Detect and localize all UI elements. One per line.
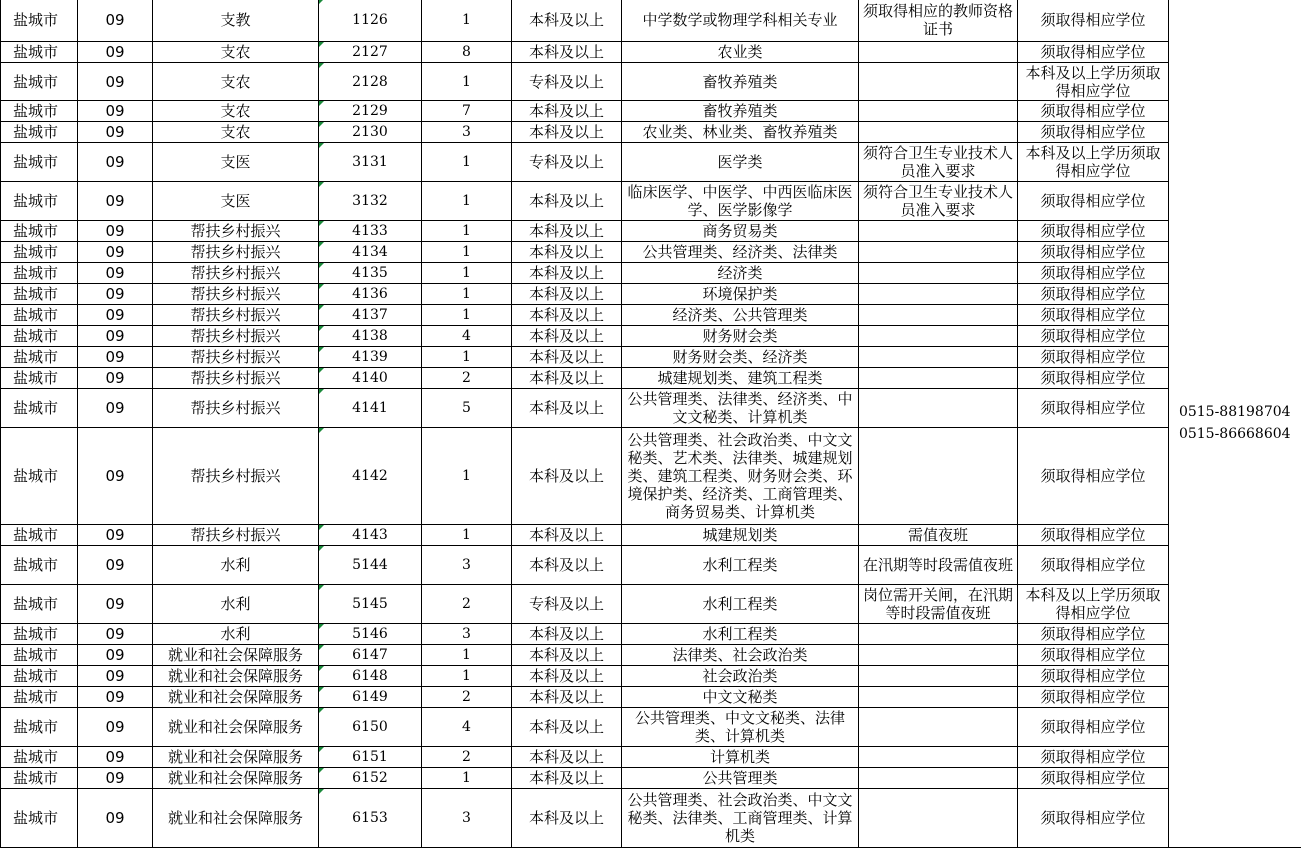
cell-major: 城建规划类、建筑工程类 [622, 368, 859, 389]
table-row [1, 546, 1301, 585]
cell-education: 本科及以上 [512, 687, 622, 708]
cell-code: 09 [78, 63, 153, 101]
cell-code: 09 [78, 122, 153, 143]
table-row [1, 708, 1301, 747]
cell-city: 盐城市 [1, 546, 78, 585]
cell-degree: 须取得相应学位 [1018, 768, 1169, 789]
cell-category: 支教 [153, 0, 319, 42]
cell-count: 3 [422, 122, 512, 143]
cell-degree: 须取得相应学位 [1018, 101, 1169, 122]
cell-city: 盐城市 [1, 747, 78, 768]
cell-education: 本科及以上 [512, 546, 622, 585]
cell-major: 公共管理类、经济类、法律类 [622, 242, 859, 263]
cell-category: 水利 [153, 546, 319, 585]
cell-post-code: 2129 [319, 101, 422, 122]
cell-education: 本科及以上 [512, 389, 622, 428]
table-row [1, 63, 1301, 101]
cell-category: 帮扶乡村振兴 [153, 242, 319, 263]
table-body [1, 0, 1301, 848]
cell-education: 本科及以上 [512, 42, 622, 63]
cell-category: 就业和社会保障服务 [153, 687, 319, 708]
table-row [1, 687, 1301, 708]
cell-city: 盐城市 [1, 708, 78, 747]
cell-post-code: 4139 [319, 347, 422, 368]
cell-degree: 须取得相应学位 [1018, 182, 1169, 221]
table-row [1, 221, 1301, 242]
cell-count: 7 [422, 101, 512, 122]
cell-major: 公共管理类、社会政治类、中文文秘类、艺术类、法律类、城建规划类、建筑工程类、财务财会类、环境保护类、经济类、工商管理类、商务贸易类、计算机类 [622, 428, 859, 525]
cell-major: 中文文秘类 [622, 687, 859, 708]
cell-major: 农业类 [622, 42, 859, 63]
cell-city: 盐城市 [1, 284, 78, 305]
table-row [1, 263, 1301, 284]
cell-code: 09 [78, 242, 153, 263]
cell-education: 本科及以上 [512, 101, 622, 122]
cell-degree: 须取得相应学位 [1018, 263, 1169, 284]
cell-education: 本科及以上 [512, 624, 622, 645]
cell-count: 1 [422, 143, 512, 182]
cell-count: 3 [422, 624, 512, 645]
cell-education: 专科及以上 [512, 63, 622, 101]
cell-city: 盐城市 [1, 122, 78, 143]
cell-degree: 须取得相应学位 [1018, 221, 1169, 242]
cell-post-code: 6150 [319, 708, 422, 747]
cell-city: 盐城市 [1, 666, 78, 687]
cell-count: 4 [422, 708, 512, 747]
table-row [1, 768, 1301, 789]
cell-post-code: 3132 [319, 182, 422, 221]
table-row [1, 122, 1301, 143]
cell-major: 经济类、公共管理类 [622, 305, 859, 326]
cell-major: 公共管理类 [622, 768, 859, 789]
cell-post-code: 6147 [319, 645, 422, 666]
cell-major: 计算机类 [622, 747, 859, 768]
cell-post-code: 4137 [319, 305, 422, 326]
cell-major: 法律类、社会政治类 [622, 645, 859, 666]
cell-education: 本科及以上 [512, 182, 622, 221]
cell-city: 盐城市 [1, 326, 78, 347]
cell-city: 盐城市 [1, 368, 78, 389]
cell-post-code: 6149 [319, 687, 422, 708]
cell-count: 2 [422, 368, 512, 389]
cell-code: 09 [78, 305, 153, 326]
cell-other-requirements [859, 747, 1018, 768]
cell-other-requirements [859, 768, 1018, 789]
cell-code: 09 [78, 42, 153, 63]
table-row [1, 42, 1301, 63]
cell-major: 中学数学或物理学科相关专业 [622, 0, 859, 42]
cell-degree: 须取得相应学位 [1018, 525, 1169, 546]
cell-post-code: 2130 [319, 122, 422, 143]
cell-other-requirements [859, 789, 1018, 848]
cell-post-code: 1126 [319, 0, 422, 42]
cell-other-requirements [859, 666, 1018, 687]
cell-major: 社会政治类 [622, 666, 859, 687]
cell-education: 本科及以上 [512, 768, 622, 789]
cell-major: 财务财会类 [622, 326, 859, 347]
cell-other-requirements: 须符合卫生专业技术人员准入要求 [859, 143, 1018, 182]
table-row [1, 326, 1301, 347]
cell-city: 盐城市 [1, 221, 78, 242]
cell-count: 1 [422, 305, 512, 326]
cell-degree: 须取得相应学位 [1018, 789, 1169, 848]
cell-education: 本科及以上 [512, 747, 622, 768]
cell-degree: 须取得相应学位 [1018, 284, 1169, 305]
cell-education: 本科及以上 [512, 428, 622, 525]
cell-code: 09 [78, 666, 153, 687]
cell-count: 2 [422, 687, 512, 708]
cell-post-code: 6152 [319, 768, 422, 789]
cell-other-requirements [859, 42, 1018, 63]
cell-code: 09 [78, 101, 153, 122]
cell-other-requirements: 在汛期等时段需值夜班 [859, 546, 1018, 585]
cell-post-code: 6153 [319, 789, 422, 848]
cell-code: 09 [78, 347, 153, 368]
cell-education: 本科及以上 [512, 221, 622, 242]
cell-city: 盐城市 [1, 242, 78, 263]
cell-city: 盐城市 [1, 789, 78, 848]
cell-education: 本科及以上 [512, 789, 622, 848]
cell-post-code: 5144 [319, 546, 422, 585]
cell-city: 盐城市 [1, 428, 78, 525]
cell-city: 盐城市 [1, 63, 78, 101]
cell-count: 1 [422, 284, 512, 305]
cell-other-requirements: 需值夜班 [859, 525, 1018, 546]
cell-count: 1 [422, 428, 512, 525]
cell-other-requirements [859, 645, 1018, 666]
cell-code: 09 [78, 263, 153, 284]
cell-category: 帮扶乡村振兴 [153, 347, 319, 368]
table-row [1, 789, 1301, 848]
cell-other-requirements [859, 347, 1018, 368]
cell-degree: 须取得相应学位 [1018, 347, 1169, 368]
cell-code: 09 [78, 326, 153, 347]
cell-city: 盐城市 [1, 182, 78, 221]
cell-count: 3 [422, 789, 512, 848]
cell-degree: 本科及以上学历须取得相应学位 [1018, 143, 1169, 182]
cell-degree: 须取得相应学位 [1018, 428, 1169, 525]
cell-count: 1 [422, 645, 512, 666]
cell-count: 1 [422, 525, 512, 546]
cell-code: 09 [78, 624, 153, 645]
cell-post-code: 5146 [319, 624, 422, 645]
cell-education: 专科及以上 [512, 143, 622, 182]
table-row [1, 747, 1301, 768]
phone-number: 0515-88198704 [1178, 403, 1291, 420]
cell-city: 盐城市 [1, 687, 78, 708]
cell-code: 09 [78, 546, 153, 585]
cell-degree: 须取得相应学位 [1018, 546, 1169, 585]
cell-major: 公共管理类、中文文秘类、法律类、计算机类 [622, 708, 859, 747]
cell-count: 8 [422, 42, 512, 63]
cell-city: 盐城市 [1, 143, 78, 182]
cell-post-code: 4140 [319, 368, 422, 389]
cell-city: 盐城市 [1, 525, 78, 546]
cell-education: 本科及以上 [512, 263, 622, 284]
cell-count: 2 [422, 585, 512, 624]
table-row [1, 624, 1301, 645]
cell-count: 5 [422, 389, 512, 428]
cell-count: 1 [422, 666, 512, 687]
cell-category: 支农 [153, 101, 319, 122]
cell-code: 09 [78, 768, 153, 789]
cell-major: 医学类 [622, 143, 859, 182]
cell-post-code: 4143 [319, 525, 422, 546]
cell-major: 水利工程类 [622, 546, 859, 585]
cell-code: 09 [78, 143, 153, 182]
cell-major: 临床医学、中医学、中西医临床医学、医学影像学 [622, 182, 859, 221]
cell-education: 本科及以上 [512, 0, 622, 42]
cell-major: 水利工程类 [622, 585, 859, 624]
cell-contact-phone [1169, 0, 1301, 848]
cell-other-requirements [859, 101, 1018, 122]
cell-other-requirements [859, 63, 1018, 101]
cell-city: 盐城市 [1, 42, 78, 63]
cell-post-code: 5145 [319, 585, 422, 624]
table-row [1, 182, 1301, 221]
cell-count: 1 [422, 63, 512, 101]
cell-major: 畜牧养殖类 [622, 63, 859, 101]
cell-category: 帮扶乡村振兴 [153, 525, 319, 546]
cell-education: 本科及以上 [512, 122, 622, 143]
cell-other-requirements [859, 687, 1018, 708]
cell-count: 1 [422, 347, 512, 368]
cell-code: 09 [78, 747, 153, 768]
table-row [1, 585, 1301, 624]
cell-category: 帮扶乡村振兴 [153, 326, 319, 347]
cell-major: 经济类 [622, 263, 859, 284]
cell-city: 盐城市 [1, 389, 78, 428]
cell-category: 就业和社会保障服务 [153, 708, 319, 747]
cell-code: 09 [78, 585, 153, 624]
cell-post-code: 4142 [319, 428, 422, 525]
cell-major: 环境保护类 [622, 284, 859, 305]
cell-category: 就业和社会保障服务 [153, 789, 319, 848]
cell-education: 本科及以上 [512, 305, 622, 326]
cell-other-requirements [859, 242, 1018, 263]
table-row [1, 428, 1301, 525]
cell-education: 本科及以上 [512, 708, 622, 747]
cell-count: 1 [422, 0, 512, 42]
cell-city: 盐城市 [1, 624, 78, 645]
cell-post-code: 3131 [319, 143, 422, 182]
table-row [1, 666, 1301, 687]
cell-degree: 须取得相应学位 [1018, 645, 1169, 666]
cell-degree: 本科及以上学历须取得相应学位 [1018, 585, 1169, 624]
cell-education: 本科及以上 [512, 666, 622, 687]
cell-post-code: 4141 [319, 389, 422, 428]
cell-major: 水利工程类 [622, 624, 859, 645]
cell-category: 帮扶乡村振兴 [153, 368, 319, 389]
cell-code: 09 [78, 284, 153, 305]
cell-city: 盐城市 [1, 585, 78, 624]
cell-code: 09 [78, 389, 153, 428]
cell-education: 本科及以上 [512, 347, 622, 368]
cell-code: 09 [78, 645, 153, 666]
cell-education: 本科及以上 [512, 645, 622, 666]
cell-degree: 须取得相应学位 [1018, 708, 1169, 747]
cell-major: 畜牧养殖类 [622, 101, 859, 122]
cell-code: 09 [78, 368, 153, 389]
cell-code: 09 [78, 182, 153, 221]
cell-post-code: 4133 [319, 221, 422, 242]
cell-other-requirements [859, 624, 1018, 645]
cell-city: 盐城市 [1, 0, 78, 42]
cell-count: 2 [422, 747, 512, 768]
cell-count: 4 [422, 326, 512, 347]
cell-code: 09 [78, 428, 153, 525]
table-row [1, 347, 1301, 368]
cell-category: 就业和社会保障服务 [153, 747, 319, 768]
cell-post-code: 4138 [319, 326, 422, 347]
cell-major: 商务贸易类 [622, 221, 859, 242]
cell-category: 支农 [153, 63, 319, 101]
table-row [1, 143, 1301, 182]
cell-degree: 须取得相应学位 [1018, 326, 1169, 347]
cell-category: 帮扶乡村振兴 [153, 389, 319, 428]
table-row [1, 101, 1301, 122]
cell-degree: 须取得相应学位 [1018, 389, 1169, 428]
cell-degree: 须取得相应学位 [1018, 747, 1169, 768]
cell-count: 1 [422, 221, 512, 242]
cell-category: 就业和社会保障服务 [153, 645, 319, 666]
cell-other-requirements [859, 284, 1018, 305]
cell-count: 1 [422, 242, 512, 263]
cell-education: 本科及以上 [512, 284, 622, 305]
cell-category: 帮扶乡村振兴 [153, 263, 319, 284]
cell-education: 本科及以上 [512, 326, 622, 347]
cell-category: 支医 [153, 143, 319, 182]
cell-city: 盐城市 [1, 263, 78, 284]
cell-count: 1 [422, 182, 512, 221]
cell-city: 盐城市 [1, 768, 78, 789]
cell-major: 公共管理类、法律类、经济类、中文文秘类、计算机类 [622, 389, 859, 428]
cell-other-requirements [859, 263, 1018, 284]
table-row [1, 305, 1301, 326]
cell-code: 09 [78, 221, 153, 242]
cell-post-code: 4135 [319, 263, 422, 284]
cell-education: 本科及以上 [512, 525, 622, 546]
cell-count: 3 [422, 546, 512, 585]
cell-other-requirements [859, 305, 1018, 326]
cell-other-requirements: 须取得相应的教师资格证书 [859, 0, 1018, 42]
cell-city: 盐城市 [1, 347, 78, 368]
cell-city: 盐城市 [1, 305, 78, 326]
table-row [1, 0, 1301, 42]
cell-category: 支农 [153, 42, 319, 63]
phone-number: 0515-86668604 [1178, 425, 1291, 442]
cell-major: 公共管理类、社会政治类、中文文秘类、法律类、工商管理类、计算机类 [622, 789, 859, 848]
cell-degree: 须取得相应学位 [1018, 42, 1169, 63]
cell-education: 本科及以上 [512, 368, 622, 389]
cell-degree: 须取得相应学位 [1018, 666, 1169, 687]
cell-code: 09 [78, 525, 153, 546]
cell-degree: 本科及以上学历须取得相应学位 [1018, 63, 1169, 101]
cell-post-code: 6151 [319, 747, 422, 768]
cell-post-code: 4134 [319, 242, 422, 263]
cell-education: 本科及以上 [512, 242, 622, 263]
table-row [1, 525, 1301, 546]
cell-code: 09 [78, 0, 153, 42]
cell-post-code: 6148 [319, 666, 422, 687]
cell-category: 水利 [153, 624, 319, 645]
cell-count: 1 [422, 768, 512, 789]
table-row [1, 389, 1301, 428]
cell-major: 财务财会类、经济类 [622, 347, 859, 368]
cell-code: 09 [78, 789, 153, 848]
cell-category: 就业和社会保障服务 [153, 768, 319, 789]
cell-major: 农业类、林业类、畜牧养殖类 [622, 122, 859, 143]
cell-degree: 须取得相应学位 [1018, 242, 1169, 263]
cell-other-requirements [859, 368, 1018, 389]
cell-category: 就业和社会保障服务 [153, 666, 319, 687]
cell-category: 帮扶乡村振兴 [153, 284, 319, 305]
cell-degree: 须取得相应学位 [1018, 0, 1169, 42]
cell-other-requirements [859, 428, 1018, 525]
cell-other-requirements [859, 389, 1018, 428]
cell-degree: 须取得相应学位 [1018, 368, 1169, 389]
cell-major: 城建规划类 [622, 525, 859, 546]
cell-city: 盐城市 [1, 645, 78, 666]
table-row [1, 242, 1301, 263]
cell-education: 专科及以上 [512, 585, 622, 624]
table-row [1, 645, 1301, 666]
cell-degree: 须取得相应学位 [1018, 122, 1169, 143]
cell-post-code: 2128 [319, 63, 422, 101]
table-row [1, 368, 1301, 389]
cell-post-code: 2127 [319, 42, 422, 63]
cell-other-requirements [859, 221, 1018, 242]
cell-category: 水利 [153, 585, 319, 624]
cell-other-requirements: 岗位需开关闸，在汛期等时段需值夜班 [859, 585, 1018, 624]
cell-category: 帮扶乡村振兴 [153, 221, 319, 242]
cell-category: 支医 [153, 182, 319, 221]
cell-degree: 须取得相应学位 [1018, 687, 1169, 708]
cell-other-requirements [859, 326, 1018, 347]
cell-other-requirements: 须符合卫生专业技术人员准入要求 [859, 182, 1018, 221]
cell-category: 帮扶乡村振兴 [153, 305, 319, 326]
cell-other-requirements [859, 122, 1018, 143]
cell-other-requirements [859, 708, 1018, 747]
cell-category: 帮扶乡村振兴 [153, 428, 319, 525]
table-row [1, 284, 1301, 305]
cell-degree: 须取得相应学位 [1018, 624, 1169, 645]
cell-code: 09 [78, 708, 153, 747]
cell-post-code: 4136 [319, 284, 422, 305]
cell-code: 09 [78, 687, 153, 708]
cell-degree: 须取得相应学位 [1018, 305, 1169, 326]
cell-city: 盐城市 [1, 101, 78, 122]
cell-count: 1 [422, 263, 512, 284]
cell-category: 支农 [153, 122, 319, 143]
